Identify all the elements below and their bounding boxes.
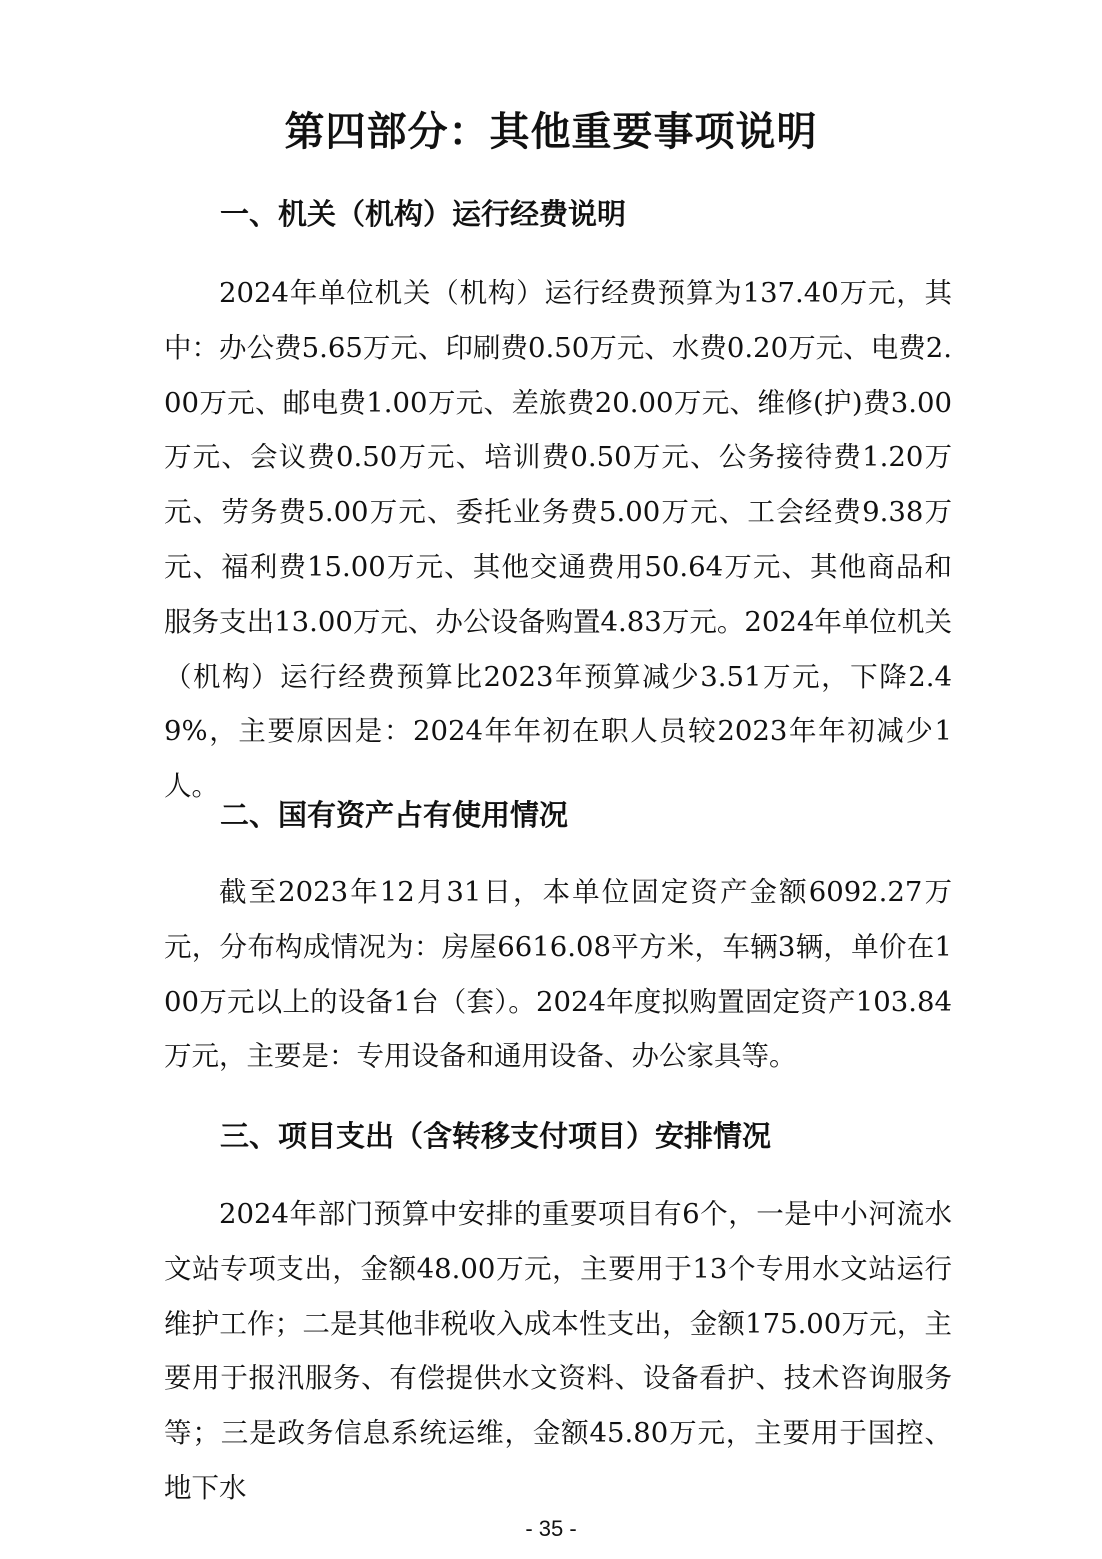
section-paragraph-operating-expenses: 2024年单位机关（机构）运行经费预算为137.40万元，其中：办公费5.65万元、印刷费0.50万元、水费0.20万元、电费2.00万元、邮电费1.00万元、差旅费20.00万元、维修(护)费3.00万元、会议费0.50万元、培训费0.50万元、公务接待费1.20万元、劳务费5.00万元、委托业务费5.00万元、工会经费9.38万元、福利费15.00万元、其他交通费用50.64万元、其他商品和服务支出13.00万元、办公设备购置4.83万元。2024年单位机关（机构）运行经费预算比2023年预算减少3.51万元，下降2.49%，主要原因是：2024年年初在职人员较2023年年初减少1人。 bbox=[164, 277, 952, 803]
section-paragraph-state-assets: 截至2023年12月31日，本单位固定资产金额6092.27万元，分布构成情况为：房屋6616.08平方米，车辆3辆，单价在100万元以上的设备1台（套）。2024年度拟购置固定资产103.84万元，主要是：专用设备和通用设备、办公家具等。 bbox=[164, 876, 952, 1073]
page-title: 第四部分：其他重要事项说明 bbox=[284, 109, 818, 155]
section-heading-project-expenditure: 三、项目支出（含转移支付项目）安排情况 bbox=[220, 1119, 772, 1153]
section-heading-operating-expenses: 一、机关（机构）运行经费说明 bbox=[220, 197, 627, 231]
section-paragraph-project-expenditure: 2024年部门预算中安排的重要项目有6个，一是中小河流水文站专项支出，金额48.00万元，主要用于13个专用水文站运行维护工作；二是其他非税收入成本性支出，金额175.00万元，主要用于报汛服务、有偿提供水文资料、设备看护、技术咨询服务等；三是政务信息系统运维，金额45.80万元，主要用于国控、地下水 bbox=[164, 1198, 952, 1504]
section-heading-state-assets: 二、国有资产占有使用情况 bbox=[220, 798, 569, 832]
page-number: - 35 - bbox=[525, 1516, 577, 1541]
